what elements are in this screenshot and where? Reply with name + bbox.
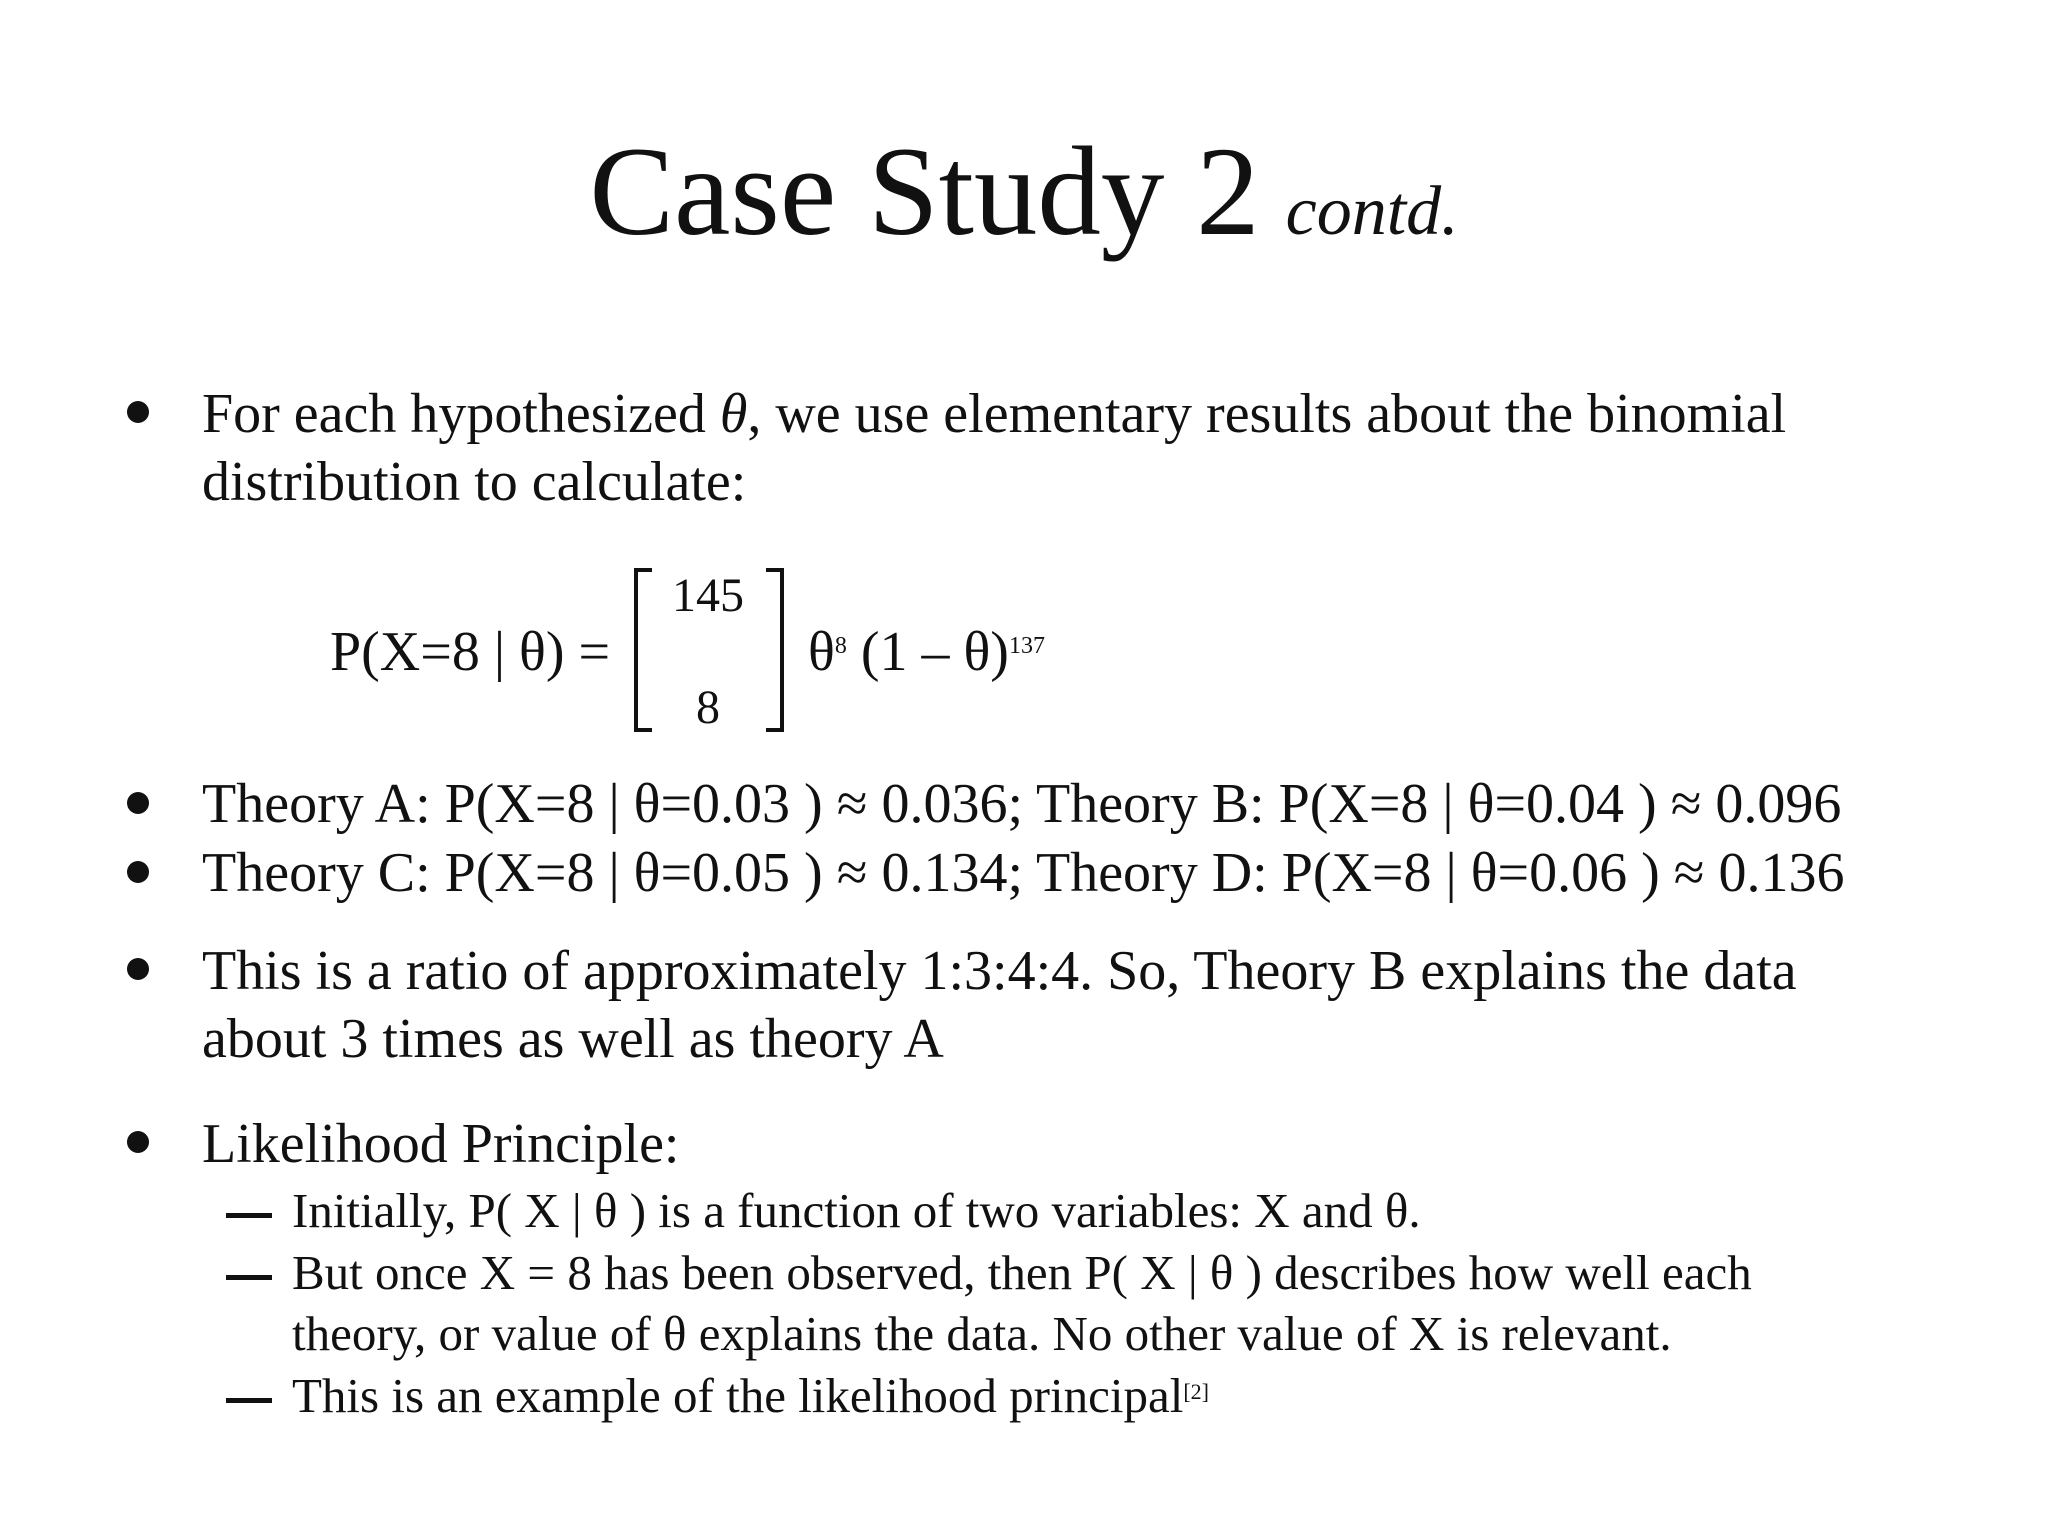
bullet-dot bbox=[127, 958, 149, 980]
binom-bottom: 8 bbox=[696, 681, 720, 734]
formula-rhs: $\theta^8$ (1 – θ)$^{137}$ bbox=[808, 621, 1045, 683]
theta-symbol: θ bbox=[719, 383, 748, 445]
title-main: Case Study 2 bbox=[589, 122, 1260, 262]
bullet-3: Theory C: P(X=8 | θ=0.05 ) ≈ 0.134; Theory D: P(X=8 | θ=0.06 ) ≈ 0.136 bbox=[202, 842, 1845, 904]
title-sub: contd. bbox=[1285, 173, 1459, 250]
bullet-5: Likelihood Principle: bbox=[202, 1113, 680, 1175]
bullet-2: Theory A: P(X=8 | θ=0.03 ) ≈ 0.036; Theory B: P(X=8 | θ=0.04 ) ≈ 0.096 bbox=[202, 773, 1842, 835]
reference-marker: [2] bbox=[1183, 1379, 1209, 1404]
dash-marker bbox=[226, 1275, 272, 1280]
formula-lhs: P(X=8 | θ) = bbox=[330, 621, 611, 683]
subitem-2: But once X = 8 has been observed, then P( X | θ ) describes how well each theory, or value of θ explains the data. No other value of X is relevant. bbox=[292, 1245, 1752, 1361]
slide-title bbox=[0, 120, 2048, 265]
binomial-coefficient bbox=[628, 560, 788, 734]
bullet-dot bbox=[127, 792, 149, 814]
subitem-3: This is an example of the likelihood principal[2] bbox=[292, 1368, 1209, 1423]
bullet-dot bbox=[127, 1131, 149, 1153]
bullet-1: For each hypothesized θ, we use elementary results about the binomial distribution to calculate: bbox=[202, 383, 1787, 513]
bullet-4: This is a ratio of approximately 1:3:4:4. So, Theory B explains the data about 3 times as well as theory A bbox=[202, 940, 1797, 1070]
dash-marker bbox=[226, 1398, 272, 1403]
right-bracket bbox=[766, 568, 784, 732]
binom-top: 145 bbox=[672, 569, 744, 622]
bullet-dot bbox=[127, 401, 149, 423]
dash-marker bbox=[226, 1213, 272, 1218]
bullet-dot bbox=[127, 861, 149, 883]
subitem-1: Initially, P( X | θ ) is a function of two variables: X and θ. bbox=[292, 1183, 1421, 1238]
